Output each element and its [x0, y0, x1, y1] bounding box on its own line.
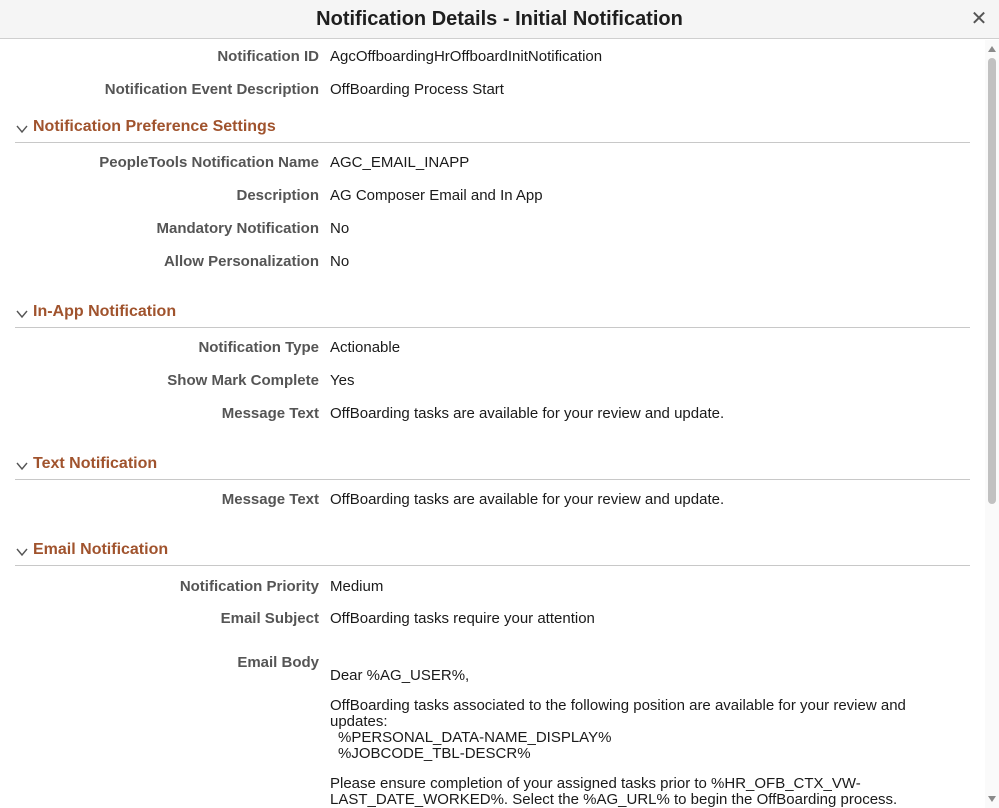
field-label: Description — [236, 187, 319, 204]
email-token: %PERSONAL_DATA-NAME_DISPLAY% — [338, 729, 612, 746]
field-label: Notification ID — [217, 48, 319, 65]
field-label: Notification Event Description — [104, 81, 319, 98]
vertical-scrollbar[interactable] — [985, 40, 999, 808]
section-title: Text Notification — [33, 455, 158, 472]
section-title: Email Notification — [33, 541, 169, 558]
dialog-content — [0, 40, 985, 808]
dialog-title: Notification Details - Initial Notification — [316, 8, 683, 30]
email-body-text — [330, 668, 910, 808]
field-value: Actionable — [330, 339, 401, 356]
field-value: No — [330, 253, 350, 270]
email-token: %JOBCODE_TBL-DESCR% — [338, 745, 531, 762]
email-paragraph-text: OffBoarding tasks associated to the following position are available for your review and updates: — [330, 697, 906, 730]
field-value: Yes — [330, 372, 355, 389]
field-label: Allow Personalization — [163, 253, 319, 270]
field-label: Email Subject — [220, 610, 319, 627]
email-paragraph — [330, 698, 910, 762]
field-value: AG Composer Email and In App — [330, 187, 543, 204]
field-label: Mandatory Notification — [156, 220, 319, 237]
chevron-down-icon — [16, 547, 28, 557]
field-label: Notification Type — [198, 339, 319, 356]
dialog-header — [0, 0, 999, 39]
field-value: OffBoarding tasks are available for your review and update. — [330, 405, 725, 422]
field-value: Medium — [330, 578, 384, 595]
chevron-down-icon — [16, 124, 28, 134]
section-title: In-App Notification — [33, 303, 177, 320]
scroll-down-arrow-icon[interactable] — [988, 796, 996, 802]
section-title: Notification Preference Settings — [33, 118, 276, 135]
field-label: Show Mark Complete — [167, 372, 319, 389]
section-text-notification[interactable] — [15, 455, 970, 480]
section-preference-settings[interactable] — [15, 118, 970, 143]
email-paragraph: Please ensure completion of your assigned tasks prior to %HR_OFB_CTX_VW-LAST_DATE_WORKED%. Select the %AG_URL% to begin the OffBoarding process. — [330, 775, 898, 808]
field-label: Message Text — [221, 405, 319, 422]
field-label: Notification Priority — [179, 578, 319, 595]
field-value: No — [330, 220, 350, 237]
field-value: AGC_EMAIL_INAPP — [330, 154, 470, 171]
field-label: Email Body — [237, 654, 319, 671]
scrollbar-thumb[interactable] — [988, 58, 996, 504]
field-value: AgcOffboardingHrOffboardInitNotification — [330, 48, 603, 65]
section-inapp-notification[interactable] — [15, 303, 970, 328]
chevron-down-icon — [16, 461, 28, 471]
field-label: Message Text — [221, 491, 319, 508]
close-icon[interactable]: ✕ — [970, 8, 988, 30]
scroll-up-arrow-icon[interactable] — [988, 46, 996, 52]
chevron-down-icon — [16, 309, 28, 319]
field-value: OffBoarding tasks require your attention — [330, 610, 595, 627]
field-value: OffBoarding Process Start — [330, 81, 504, 98]
email-greeting: Dear %AG_USER%, — [330, 667, 470, 684]
field-label: PeopleTools Notification Name — [99, 154, 319, 171]
section-email-notification[interactable] — [15, 541, 970, 566]
field-value: OffBoarding tasks are available for your review and update. — [330, 491, 725, 508]
